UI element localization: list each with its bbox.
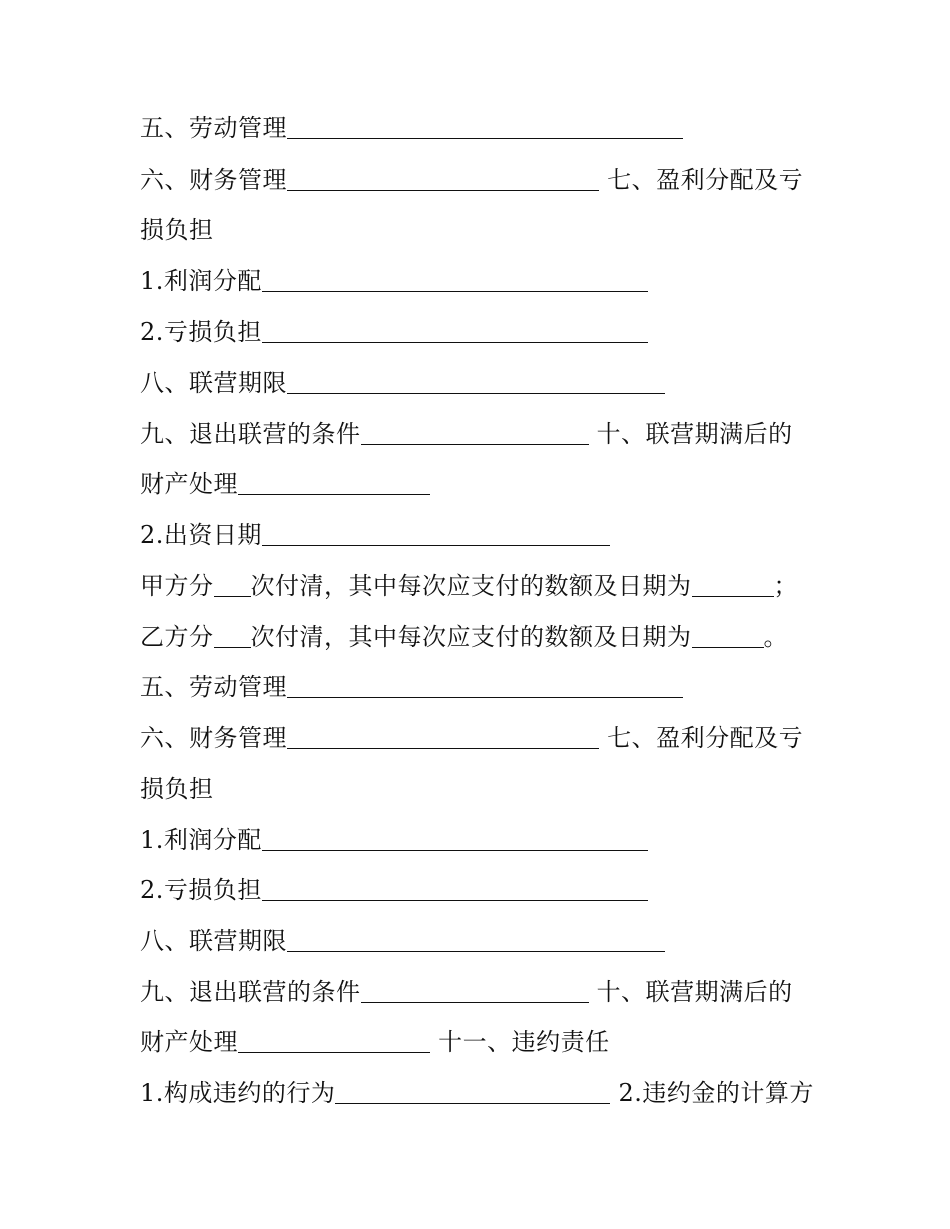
- line-text: 次付清，其中每次应支付的数额及日期为: [250, 623, 692, 651]
- fill-in-blank[interactable]: [287, 109, 683, 139]
- line-text: 2.亏损负担: [140, 876, 262, 904]
- line-text: 财产处理: [140, 470, 238, 498]
- text-line: [140, 820, 648, 860]
- fill-in-blank[interactable]: [262, 871, 648, 901]
- line-text: 甲方分: [140, 572, 214, 600]
- fill-in-blank[interactable]: [214, 618, 251, 648]
- text-line: [140, 769, 214, 809]
- fill-in-blank[interactable]: [361, 973, 589, 1003]
- line-text: 九、退出联营的条件: [140, 420, 361, 448]
- text-line: [140, 718, 803, 758]
- line-text: 十、联营期满后的: [588, 978, 793, 1006]
- line-text: 八、联营期限: [140, 369, 287, 397]
- fill-in-blank[interactable]: [692, 618, 764, 648]
- fill-in-blank[interactable]: [262, 313, 648, 343]
- line-text: 十一、违约责任: [430, 1028, 610, 1056]
- line-text: 财产处理: [140, 1028, 238, 1056]
- line-text: 五、劳动管理: [140, 114, 287, 142]
- fill-in-blank[interactable]: [361, 415, 589, 445]
- text-line: [140, 108, 683, 148]
- fill-in-blank[interactable]: [214, 567, 251, 597]
- fill-in-blank[interactable]: [287, 161, 599, 191]
- fill-in-blank[interactable]: [335, 1074, 610, 1104]
- fill-in-blank[interactable]: [262, 516, 610, 546]
- line-text: 2.违约金的计算方: [610, 1079, 814, 1107]
- line-text: 。: [763, 623, 788, 651]
- fill-in-blank[interactable]: [238, 465, 430, 495]
- text-line: [140, 870, 648, 910]
- line-text: 七、盈利分配及亏: [599, 724, 804, 752]
- line-text: 六、财务管理: [140, 166, 287, 194]
- text-line: [140, 566, 798, 606]
- line-text: ；: [773, 572, 798, 600]
- text-line: [140, 363, 665, 403]
- fill-in-blank[interactable]: [262, 262, 648, 292]
- text-line: [140, 312, 648, 352]
- text-line: [140, 1022, 610, 1062]
- text-line: [140, 261, 648, 301]
- text-line: [140, 464, 430, 504]
- text-line: [140, 1073, 814, 1113]
- text-line: [140, 667, 683, 707]
- line-text: 七、盈利分配及亏: [599, 166, 804, 194]
- fill-in-blank[interactable]: [287, 719, 599, 749]
- line-text: 五、劳动管理: [140, 673, 287, 701]
- fill-in-blank[interactable]: [238, 1023, 430, 1053]
- fill-in-blank[interactable]: [287, 922, 665, 952]
- line-text: 八、联营期限: [140, 927, 287, 955]
- text-line: [140, 515, 610, 555]
- line-text: 次付清，其中每次应支付的数额及日期为: [250, 572, 692, 600]
- text-line: [140, 972, 793, 1012]
- line-text: 损负担: [140, 216, 214, 244]
- fill-in-blank[interactable]: [287, 364, 665, 394]
- line-text: 1.利润分配: [140, 826, 262, 854]
- text-line: [140, 414, 793, 454]
- line-text: 2.亏损负担: [140, 318, 262, 346]
- line-text: 十、联营期满后的: [588, 420, 793, 448]
- fill-in-blank[interactable]: [287, 668, 683, 698]
- text-line: [140, 210, 214, 250]
- fill-in-blank[interactable]: [262, 821, 648, 851]
- line-text: 1.构成违约的行为: [140, 1079, 336, 1107]
- fill-in-blank[interactable]: [692, 567, 774, 597]
- text-line: [140, 617, 788, 657]
- line-text: 损负担: [140, 775, 214, 803]
- line-text: 六、财务管理: [140, 724, 287, 752]
- line-text: 1.利润分配: [140, 267, 262, 295]
- line-text: 九、退出联营的条件: [140, 978, 361, 1006]
- text-line: [140, 921, 665, 961]
- line-text: 乙方分: [140, 623, 214, 651]
- text-line: [140, 160, 803, 200]
- line-text: 2.出资日期: [140, 521, 262, 549]
